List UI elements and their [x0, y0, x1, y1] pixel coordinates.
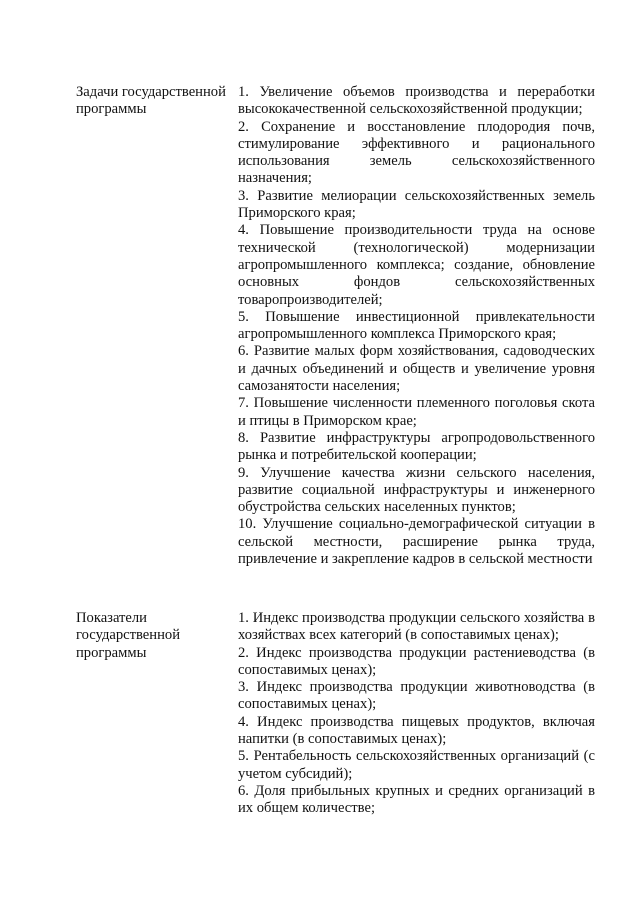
indicator-item: 6. Доля прибыльных крупных и средних организаций в их общем количестве; [238, 782, 595, 817]
indicator-item: 4. Индекс производства пищевых продуктов, включая напитки (в сопоставимых ценах); [238, 713, 595, 748]
task-item: 3. Развитие мелиорации сельскохозяйственных земель Приморского края; [238, 187, 595, 222]
task-item: 7. Повышение численности племенного поголовья скота и птицы в Приморском крае; [238, 395, 595, 429]
tasks-label [76, 84, 236, 119]
task-item: 1. Увеличение объемов производства и переработки высококачественной сельскохозяйственной продукции; [238, 84, 595, 118]
indicator-item: 1. Индекс производства продукции сельского хозяйства в хозяйствах всех категорий (в сопоставимых ценах); [238, 610, 595, 644]
indicators-list [238, 610, 595, 818]
indicator-item: 5. Рентабельность сельскохозяйственных организаций (с учетом субсидий); [238, 748, 595, 782]
task-item: 4. Повышение производительности труда на основе технической (технологической) модернизации агропромышленного комплекса; создание, обновление основных фондов сельскохозяйственных товаропроизводителей; [238, 222, 595, 308]
task-item: 2. Сохранение и восстановление плодородия почв, стимулирование эффективного и рационального использования земель сельскохозяйственного назначения; [238, 118, 595, 187]
indicator-item: 3. Индекс производства продукции животноводства (в сопоставимых ценах); [238, 679, 595, 713]
task-item: 8. Развитие инфраструктуры агропродовольственного рынка и потребительской кооперации; [238, 429, 595, 464]
indicators-label [76, 610, 236, 662]
indicators-label-line: государственной [76, 627, 181, 644]
task-item: 5. Повышение инвестиционной привлекательности агропромышленного комплекса Приморского края; [238, 308, 595, 343]
tasks-label-line: программы [76, 101, 147, 118]
indicators-label-line: Показатели [76, 610, 147, 626]
indicators-label-line: программы [76, 644, 147, 661]
task-item: 10. Улучшение социально-демографической ситуации в сельской местности, расширение рынка труда, привлечение и закрепление кадров в сельской местности [238, 516, 595, 568]
tasks-label-line: Задачи государственной [76, 84, 226, 100]
task-item: 9. Улучшение качества жизни сельского населения, развитие социальной инфраструктуры и инженерного обустройства сельских населенных пунктов; [238, 464, 595, 516]
tasks-list [238, 84, 595, 568]
task-item: 6. Развитие малых форм хозяйствования, садоводческих и дачных объединений и обществ и увеличение уровня самозанятости населения; [238, 343, 595, 395]
indicator-item: 2. Индекс производства продукции растениеводства (в сопоставимых ценах); [238, 644, 595, 678]
